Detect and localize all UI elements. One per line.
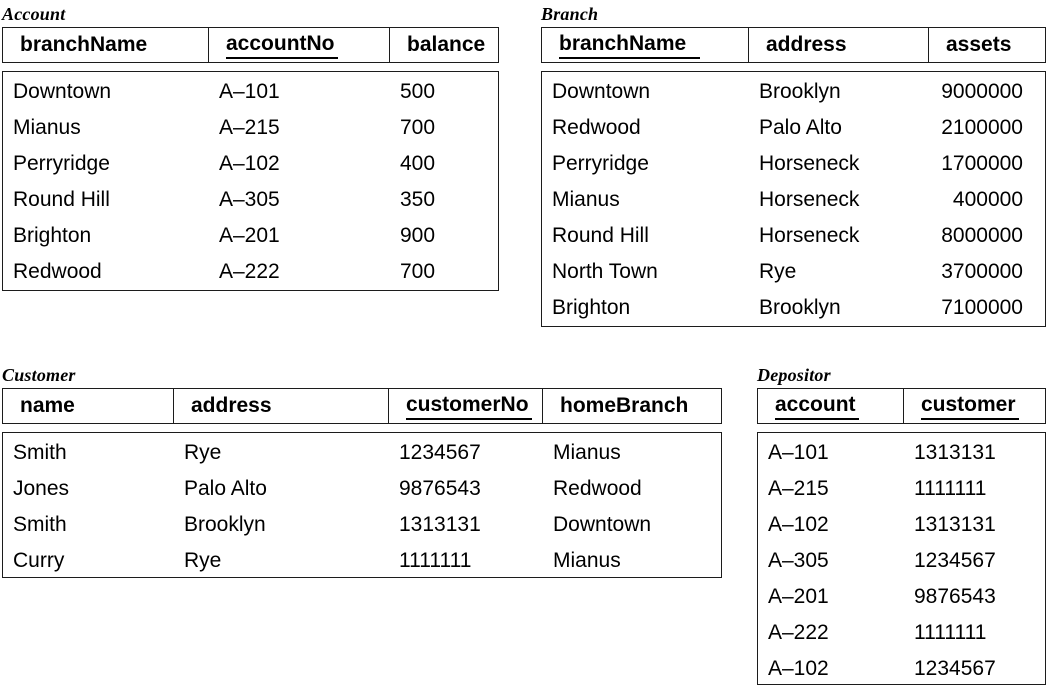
column-header-label-underlined: customer	[921, 393, 1019, 420]
table-cell: 1234567	[914, 657, 996, 680]
column-header-label-underlined: accountNo	[226, 32, 338, 59]
customer-header-name	[3, 389, 174, 423]
table-cell: Perryridge	[13, 152, 110, 175]
table-cell: A–102	[219, 152, 280, 175]
column-header-label: address	[191, 394, 272, 417]
table-cell: 1700000	[941, 152, 1023, 175]
table-cell: Downtown	[553, 513, 652, 536]
table-cell: 350	[400, 188, 436, 211]
table-row	[542, 182, 1045, 218]
column-header-label: homeBranch	[560, 394, 689, 417]
column-header-label: address	[766, 33, 847, 56]
table-cell: Mianus	[553, 549, 621, 572]
table-row	[758, 435, 1045, 471]
account-table-title: Account	[2, 4, 66, 24]
depositor-header-customer	[904, 389, 1045, 423]
column-header-label-underlined: account	[775, 393, 859, 420]
table-cell: 8000000	[941, 224, 1023, 247]
table-cell: Horseneck	[759, 188, 860, 211]
table-row	[758, 615, 1045, 651]
table-row	[3, 254, 498, 290]
table-cell: Curry	[13, 549, 65, 572]
table-cell: Redwood	[553, 477, 642, 500]
table-cell: Smith	[13, 513, 67, 536]
table-cell: 1313131	[914, 441, 996, 464]
table-cell: 400	[400, 152, 436, 175]
table-cell: North Town	[552, 260, 658, 283]
depositor-table-body	[757, 432, 1046, 685]
table-cell: Rye	[184, 441, 222, 464]
table-cell: 1313131	[399, 513, 481, 536]
table-cell: Redwood	[552, 116, 641, 139]
table-cell: Rye	[184, 549, 222, 572]
table-cell: Round Hill	[13, 188, 110, 211]
table-row	[542, 146, 1045, 182]
table-row	[542, 110, 1045, 146]
customer-table	[2, 364, 722, 578]
table-row	[3, 74, 498, 110]
table-cell: Smith	[13, 441, 67, 464]
branch-header-branchname	[542, 28, 749, 62]
depositor-header-account	[758, 389, 904, 423]
table-cell: A–222	[219, 260, 280, 283]
table-row	[758, 579, 1045, 615]
table-cell: A–102	[768, 657, 829, 680]
table-row	[3, 218, 498, 254]
customer-table-title: Customer	[2, 365, 76, 385]
table-cell: A–305	[219, 188, 280, 211]
table-cell: Rye	[759, 260, 797, 283]
table-cell: A–215	[768, 477, 829, 500]
table-cell: Horseneck	[759, 152, 860, 175]
table-row	[758, 471, 1045, 507]
customer-table-body	[2, 432, 722, 578]
table-cell: 700	[400, 260, 436, 283]
table-cell: Palo Alto	[184, 477, 267, 500]
table-cell: Jones	[13, 477, 70, 500]
column-header-label-underlined: branchName	[559, 32, 700, 59]
branch-table-header-row	[541, 27, 1046, 63]
customer-table-header-row	[2, 388, 722, 424]
branch-table	[541, 3, 1046, 327]
table-row	[3, 507, 721, 543]
table-row	[758, 543, 1045, 579]
table-row	[3, 146, 498, 182]
account-header-balance	[390, 28, 498, 62]
branch-table-title: Branch	[541, 4, 599, 24]
table-cell: Redwood	[13, 260, 102, 283]
table-cell: A–305	[768, 549, 829, 572]
table-cell: 1111111	[399, 549, 472, 572]
table-cell: Brooklyn	[184, 513, 266, 536]
table-cell: A–102	[768, 513, 829, 536]
table-cell: Round Hill	[552, 224, 649, 247]
account-header-accountno	[209, 28, 390, 62]
column-header-label: branchName	[20, 33, 148, 56]
table-cell: A–201	[768, 585, 829, 608]
table-cell: 7100000	[941, 296, 1023, 319]
table-cell: 3700000	[941, 260, 1023, 283]
table-cell: Downtown	[13, 80, 112, 103]
depositor-table-header-row	[757, 388, 1046, 424]
table-cell: A–201	[219, 224, 280, 247]
depositor-table-title: Depositor	[757, 365, 831, 385]
branch-table-body	[541, 71, 1046, 327]
table-row	[3, 435, 721, 471]
table-cell: 400000	[952, 188, 1023, 211]
table-row	[542, 74, 1045, 110]
account-table-body	[2, 71, 499, 291]
depositor-table	[757, 364, 1046, 685]
branch-header-address	[749, 28, 929, 62]
table-cell: Mianus	[553, 441, 621, 464]
table-cell: 1111111	[914, 477, 987, 500]
table-row	[542, 290, 1045, 326]
table-row	[3, 182, 498, 218]
table-cell: 1111111	[914, 621, 987, 644]
customer-header-address	[174, 389, 389, 423]
account-table	[2, 3, 499, 291]
table-cell: 1313131	[914, 513, 996, 536]
table-cell: Palo Alto	[759, 116, 842, 139]
table-row	[3, 471, 721, 507]
table-cell: A–222	[768, 621, 829, 644]
customer-header-customerno	[389, 389, 543, 423]
table-cell: Brooklyn	[759, 80, 841, 103]
customer-header-homebranch	[543, 389, 721, 423]
branch-header-assets	[929, 28, 1045, 62]
column-header-label: name	[20, 394, 75, 417]
account-header-branchname	[3, 28, 209, 62]
table-row	[542, 218, 1045, 254]
table-cell: Brooklyn	[759, 296, 841, 319]
table-cell: 2100000	[941, 116, 1023, 139]
table-row	[758, 507, 1045, 543]
table-cell: Mianus	[13, 116, 81, 139]
table-cell: Brighton	[552, 296, 631, 319]
column-header-label: balance	[407, 33, 486, 56]
table-cell: Horseneck	[759, 224, 860, 247]
table-cell: 500	[400, 80, 436, 103]
table-cell: A–101	[768, 441, 829, 464]
table-row	[3, 110, 498, 146]
table-row	[542, 254, 1045, 290]
table-cell: 900	[400, 224, 436, 247]
table-cell: 1234567	[914, 549, 996, 572]
table-cell: 1234567	[399, 441, 481, 464]
account-table-header-row	[2, 27, 499, 63]
table-row	[3, 543, 721, 578]
table-cell: Mianus	[552, 188, 620, 211]
table-cell: A–101	[219, 80, 280, 103]
table-cell: A–215	[219, 116, 280, 139]
table-cell: Downtown	[552, 80, 651, 103]
table-cell: 9000000	[941, 80, 1023, 103]
table-cell: Perryridge	[552, 152, 649, 175]
table-cell: Brighton	[13, 224, 92, 247]
column-header-label: assets	[946, 33, 1012, 56]
table-cell: 9876543	[914, 585, 996, 608]
table-row	[758, 651, 1045, 685]
table-cell: 700	[400, 116, 436, 139]
column-header-label-underlined: customerNo	[406, 393, 532, 420]
table-cell: 9876543	[399, 477, 481, 500]
